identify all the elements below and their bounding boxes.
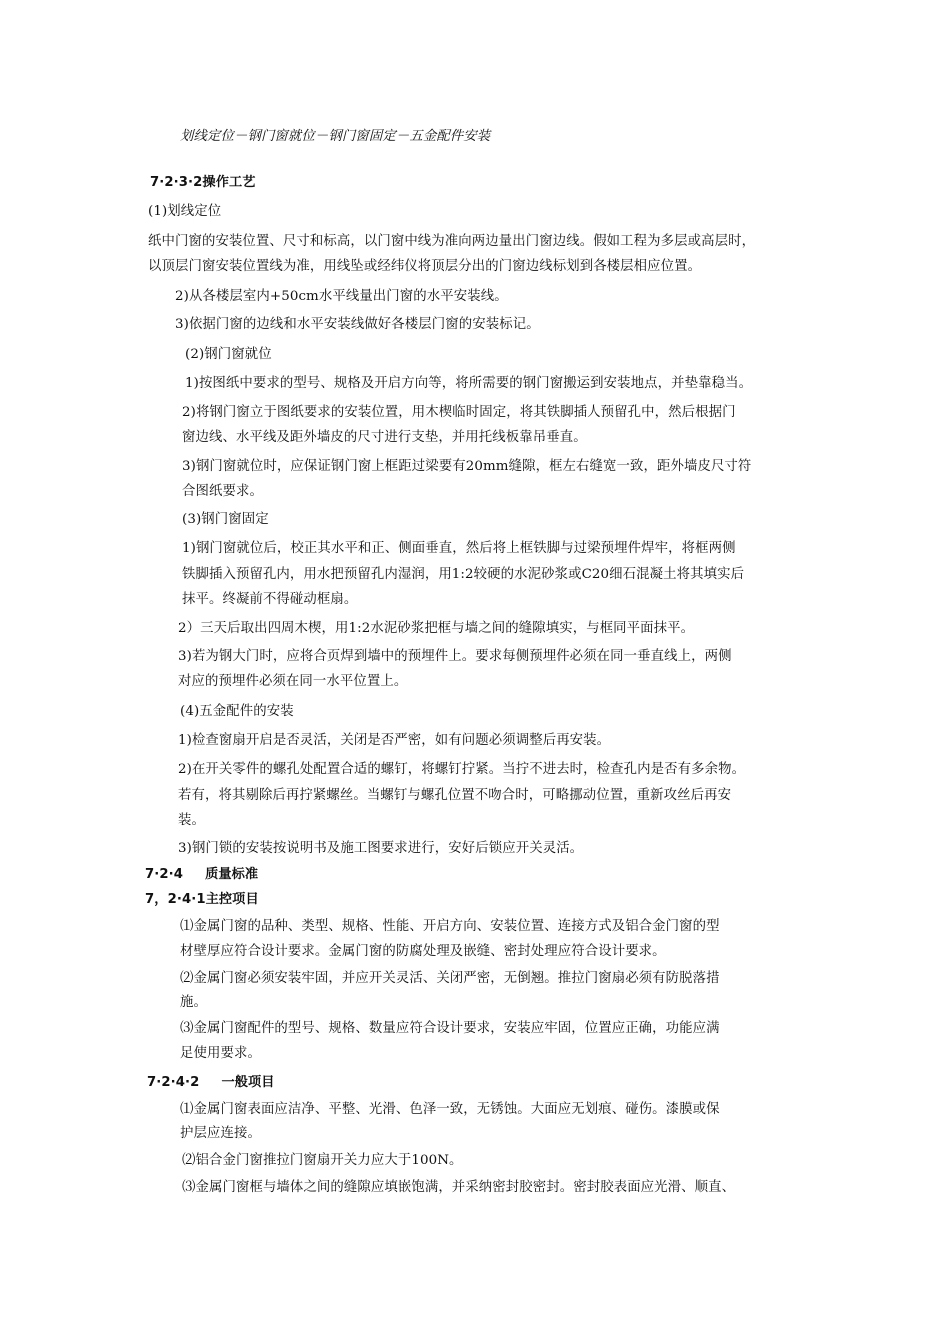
section-7242-number: 7·2·4·2 [147, 1075, 200, 1090]
section-7232-heading: 7·2·3·2操作工艺 [150, 175, 256, 190]
step-3-title: (3)钢门窗固定 [182, 512, 269, 527]
general-item-2: ⑵铝合金门窗推拉门窗扇开关力应大于100N。 [182, 1153, 463, 1168]
step-2-item-3-line-2: 合图纸要求。 [182, 484, 263, 499]
step-3-item-1-line-3: 抹平。终凝前不得碰动框扇。 [182, 592, 358, 607]
section-724-number: 7·2·4 [145, 867, 184, 882]
main-item-3-line-2: 足使用要求。 [180, 1046, 261, 1061]
section-724-title: 质量标准 [205, 867, 259, 882]
section-7242-heading [147, 1074, 275, 1092]
main-item-3-line-1: ⑶金属门窗配件的型号、规格、数量应符合设计要求，安装应牢固，位置应正确，功能应满 [180, 1021, 720, 1036]
step-1-line-2: 以顶层门窗安装位置线为准，用线坠或经纬仪将顶层分出的门窗边线标划到各楼层相应位置。 [148, 259, 702, 274]
step-1-line-1: 纸中门窗的安装位置、尺寸和标高，以门窗中线为准向两边量出门窗边线。假如工程为多层或高层时， [148, 234, 756, 249]
step-4-item-2-line-3: 装。 [178, 813, 205, 828]
step-1-item-3: 3)依据门窗的边线和水平安装线做好各楼层门窗的安装标记。 [175, 317, 540, 332]
step-4-title: (4)五金配件的安装 [180, 704, 294, 719]
main-item-1-line-2: 材壁厚应符合设计要求。金属门窗的防腐处理及嵌缝、密封处理应符合设计要求。 [180, 944, 666, 959]
section-724-heading [145, 866, 258, 884]
main-item-1-line-1: ⑴金属门窗的品种、类型、规格、性能、开启方向、安装位置、连接方式及铝合金门窗的型 [180, 919, 720, 934]
step-2-item-3-line-1: 3)钢门窗就位时，应保证钢门窗上框距过梁要有20mm缝隙，框左右缝宽一致，距外墙皮尺寸符 [182, 459, 752, 474]
step-4-item-2-line-1: 2)在开关零件的螺孔处配置合适的螺钉，将螺钉拧紧。当拧不进去时，检查孔内是否有多余物。 [178, 762, 746, 777]
step-3-item-1-line-1: 1)钢门窗就位后，校正其水平和正、侧面垂直，然后将上框铁脚与过梁预埋件焊牢，将框两侧 [182, 541, 736, 556]
main-item-2-line-2: 施。 [180, 995, 207, 1010]
general-item-3-line-1: ⑶金属门窗框与墙体之间的缝隙应填嵌饱满，并采纳密封胶密封。密封胶表面应光滑、顺直、 [182, 1180, 736, 1195]
step-3-item-1-line-2: 铁脚插入预留孔内，用水把预留孔内湿润，用1:2较硬的水泥砂浆或C20细石混凝土将其填实后 [182, 567, 745, 582]
step-4-item-1: 1)检查窗扇开启是否灵活，关闭是否严密，如有问题必须调整后再安装。 [178, 733, 611, 748]
section-7241-heading: 7，2·4·1主控项目 [145, 892, 259, 907]
step-2-item-2-line-2: 窗边线、水平线及距外墙皮的尺寸进行支垫，并用托线板靠吊垂直。 [182, 430, 587, 445]
step-2-item-2-line-1: 2)将钢门窗立于图纸要求的安装位置，用木楔临时固定，将其铁脚插人预留孔中，然后根据门 [182, 405, 736, 420]
step-3-item-3-line-1: 3)若为钢大门时，应将合页焊到墙中的预埋件上。要求每侧预埋件必须在同一垂直线上，两侧 [178, 649, 732, 664]
step-2-item-1: 1)按图纸中要求的型号、规格及开启方向等，将所需要的钢门窗搬运到安装地点，并垫靠稳当。 [185, 376, 753, 391]
step-1-title: (1)划线定位 [148, 204, 222, 219]
step-3-item-3-line-2: 对应的预埋件必须在同一水平位置上。 [178, 674, 408, 689]
section-7242-title: 一般项目 [221, 1075, 275, 1090]
main-item-2-line-1: ⑵金属门窗必须安装牢固，并应开关灵活、关闭严密，无倒翘。推拉门窗扇必须有防脱落措 [180, 971, 720, 986]
step-3-item-2: 2）三天后取出四周木楔，用1:2水泥砂浆把框与墙之间的缝隙填实，与框同平面抹平。 [178, 621, 695, 636]
step-2-title: (2)钢门窗就位 [185, 347, 272, 362]
step-4-item-3: 3)钢门锁的安装按说明书及施工图要求进行，安好后锁应开关灵活。 [178, 841, 584, 856]
step-4-item-2-line-2: 若有，将其剔除后再拧紧螺丝。当螺钉与螺孔位置不吻合时，可略挪动位置，重新攻丝后再安 [178, 788, 732, 803]
general-item-1-line-2: 护层应连接。 [180, 1126, 261, 1141]
general-item-1-line-1: ⑴金属门窗表面应洁净、平整、光滑、色泽一致，无锈蚀。大面应无划痕、碰伤。漆膜或保 [180, 1102, 720, 1117]
process-flow: 划线定位－钢门窗就位－钢门窗固定－五金配件安装 [180, 129, 491, 144]
step-1-item-2: 2)从各楼层室内+50cm水平线量出门窗的水平安装线。 [175, 289, 508, 304]
